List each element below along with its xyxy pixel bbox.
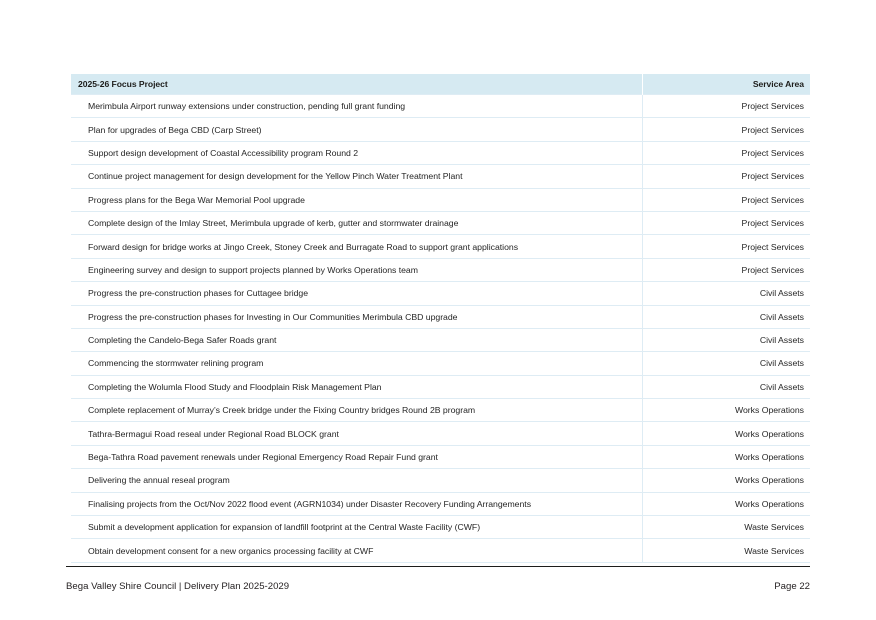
table-row [71, 539, 810, 562]
table-row [71, 328, 810, 351]
cell-service-area: Works Operations [642, 492, 810, 515]
cell-service-area: Works Operations [642, 469, 810, 492]
cell-focus-project: Finalising projects from the Oct/Nov 2022 flood event (AGRN1034) under Disaster Recovery Funding Arrangements [71, 492, 642, 515]
focus-project-table-container [71, 74, 810, 563]
cell-service-area: Civil Assets [642, 305, 810, 328]
cell-focus-project: Tathra-Bermagui Road reseal under Regional Road BLOCK grant [71, 422, 642, 445]
table-row [71, 399, 810, 422]
cell-focus-project: Delivering the annual reseal program [71, 469, 642, 492]
cell-service-area: Works Operations [642, 445, 810, 468]
cell-service-area: Waste Services [642, 516, 810, 539]
table-row [71, 516, 810, 539]
cell-focus-project: Continue project management for design development for the Yellow Pinch Water Treatment Plant [71, 165, 642, 188]
cell-focus-project: Engineering survey and design to support projects planned by Works Operations team [71, 258, 642, 281]
cell-focus-project: Bega-Tathra Road pavement renewals under Regional Emergency Road Repair Fund grant [71, 445, 642, 468]
table-row [71, 422, 810, 445]
cell-focus-project: Progress the pre-construction phases for Investing in Our Communities Merimbula CBD upgrade [71, 305, 642, 328]
column-header-focus-project: 2025-26 Focus Project [71, 74, 642, 95]
cell-focus-project: Submit a development application for expansion of landfill footprint at the Central Waste Facility (CWF) [71, 516, 642, 539]
cell-focus-project: Support design development of Coastal Accessibility program Round 2 [71, 141, 642, 164]
cell-focus-project: Plan for upgrades of Bega CBD (Carp Street) [71, 118, 642, 141]
table-row [71, 469, 810, 492]
cell-service-area: Project Services [642, 188, 810, 211]
cell-service-area: Works Operations [642, 422, 810, 445]
cell-service-area: Civil Assets [642, 328, 810, 351]
cell-focus-project: Progress the pre-construction phases for Cuttagee bridge [71, 282, 642, 305]
cell-service-area: Project Services [642, 258, 810, 281]
cell-service-area: Project Services [642, 141, 810, 164]
cell-service-area: Civil Assets [642, 282, 810, 305]
cell-focus-project: Completing the Candelo-Bega Safer Roads grant [71, 328, 642, 351]
table-row [71, 352, 810, 375]
cell-focus-project: Complete replacement of Murray’s Creek bridge under the Fixing Country bridges Round 2B program [71, 399, 642, 422]
table-row [71, 375, 810, 398]
table-row [71, 95, 810, 118]
column-header-service-area: Service Area [642, 74, 810, 95]
footer-page-number: Page 22 [774, 581, 810, 592]
table-row [71, 211, 810, 234]
footer-document-title: Bega Valley Shire Council | Delivery Plan 2025-2029 [66, 581, 290, 592]
cell-focus-project: Complete design of the Imlay Street, Merimbula upgrade of kerb, gutter and stormwater drainage [71, 211, 642, 234]
cell-service-area: Works Operations [642, 399, 810, 422]
cell-service-area: Civil Assets [642, 352, 810, 375]
table-row [71, 445, 810, 468]
table-row [71, 258, 810, 281]
footer-divider [66, 566, 810, 567]
cell-focus-project: Progress plans for the Bega War Memorial Pool upgrade [71, 188, 642, 211]
cell-service-area: Project Services [642, 235, 810, 258]
cell-service-area: Project Services [642, 211, 810, 234]
cell-focus-project: Completing the Wolumla Flood Study and Floodplain Risk Management Plan [71, 375, 642, 398]
table-row [71, 188, 810, 211]
cell-focus-project: Obtain development consent for a new organics processing facility at CWF [71, 539, 642, 562]
cell-focus-project: Commencing the stormwater relining program [71, 352, 642, 375]
table-row [71, 165, 810, 188]
table-row [71, 305, 810, 328]
table-header [71, 74, 810, 95]
cell-service-area: Project Services [642, 165, 810, 188]
cell-service-area: Project Services [642, 118, 810, 141]
cell-focus-project: Merimbula Airport runway extensions under construction, pending full grant funding [71, 95, 642, 118]
cell-focus-project: Forward design for bridge works at Jingo Creek, Stoney Creek and Burragate Road to support grant applications [71, 235, 642, 258]
table-row [71, 492, 810, 515]
cell-service-area: Civil Assets [642, 375, 810, 398]
table-row [71, 235, 810, 258]
page-footer [66, 581, 810, 592]
focus-project-table [71, 74, 810, 563]
table-header-row [71, 74, 810, 95]
table-row [71, 282, 810, 305]
cell-service-area: Waste Services [642, 539, 810, 562]
table-row [71, 118, 810, 141]
table-row [71, 141, 810, 164]
table-body [71, 95, 810, 563]
cell-service-area: Project Services [642, 95, 810, 118]
